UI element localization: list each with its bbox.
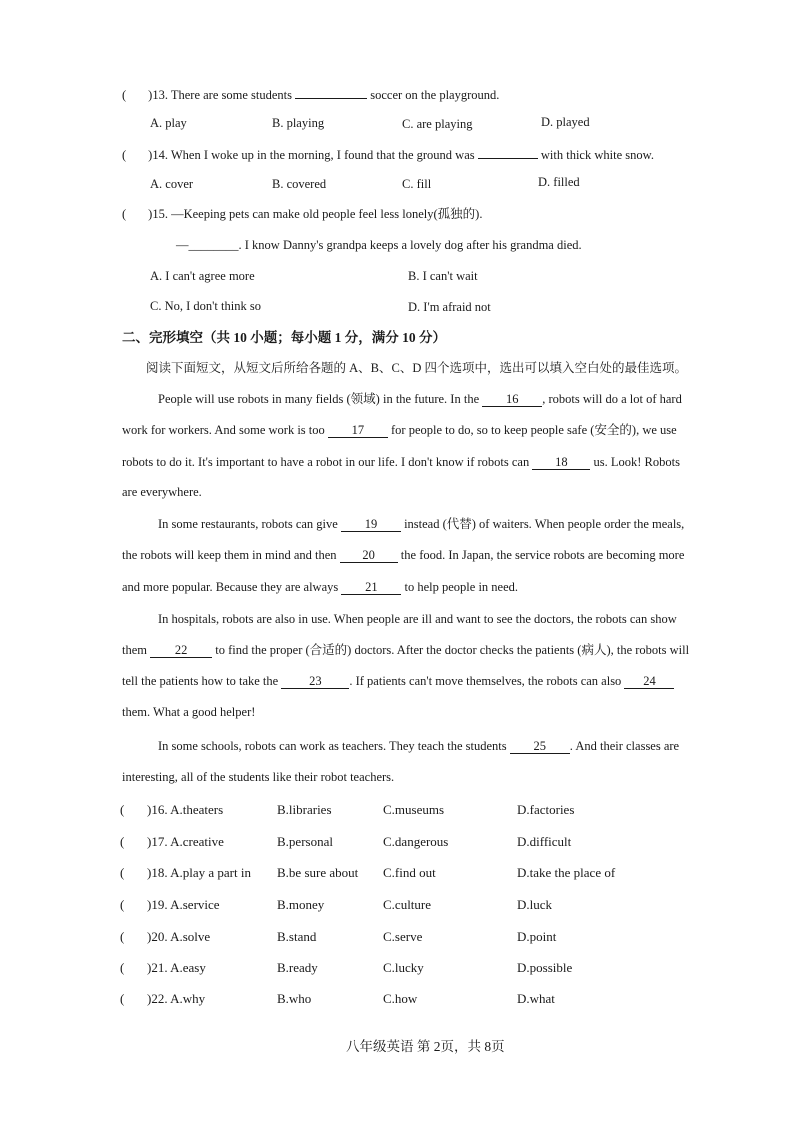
answer-blank[interactable]: [478, 147, 538, 159]
option-d: D. filled: [538, 175, 580, 189]
question-14: ( )14. When I woke up in the morning, I found that the ground was with thick white snow.: [122, 148, 654, 162]
cloze-blank[interactable]: 18: [532, 456, 590, 470]
cloze-option-b: B.libraries: [277, 802, 332, 817]
cloze-blank[interactable]: 20: [340, 549, 398, 563]
passage-line: robots to do it. It's important to have a robot in our life. I don't know if robots can 18 us. Look! Robots: [122, 455, 680, 469]
cloze-question-option-a: )17. A.creative: [147, 834, 224, 849]
option-d: D. I'm afraid not: [408, 300, 491, 314]
option-b: B. playing: [272, 116, 325, 130]
section-title: 二、完形填空（共 10 小题；每小题 1 分，满分 10 分）: [122, 330, 446, 345]
passage-line: In some restaurants, robots can give 19 instead (代替) of waiters. When people order the meals,: [158, 517, 685, 531]
cloze-option-d: D.difficult: [517, 834, 572, 849]
cloze-option-c: C.lucky: [383, 960, 424, 975]
passage-line: In some schools, robots can work as teachers. They teach the students 25 . And their classes are: [158, 739, 680, 753]
cloze-option-c: C.find out: [383, 865, 436, 880]
passage-line: and more popular. Because they are always 21 to help people in need.: [122, 580, 519, 594]
cloze-question-option-a: )22. A.why: [147, 991, 206, 1006]
option-b: B. I can't wait: [408, 269, 478, 283]
passage-line: interesting, all of the students like their robot teachers.: [122, 770, 395, 784]
option-b: B. covered: [272, 177, 327, 191]
question-13: ( )13. There are some students soccer on the playground.: [122, 88, 500, 102]
cloze-option-c: C.dangerous: [383, 834, 449, 849]
cloze-option-b: B.personal: [277, 834, 333, 849]
passage-line: them 22 to find the proper (合适的) doctors. After the doctor checks the patients (病人), the robots will: [122, 643, 690, 657]
option-a: A. I can't agree more: [150, 269, 255, 283]
cloze-question-option-a: )20. A.solve: [147, 929, 211, 944]
cloze-option-d: D.what: [517, 991, 555, 1006]
cloze-option-b: B.be sure about: [277, 865, 359, 880]
page-footer: 八年级英语 第 2页，共 8页: [346, 1039, 505, 1054]
cloze-option-b: B.who: [277, 991, 312, 1006]
option-c: C. fill: [402, 177, 432, 191]
option-c: C. are playing: [402, 117, 473, 131]
cloze-blank[interactable]: 17: [328, 424, 388, 438]
cloze-option-c: C.how: [383, 991, 418, 1006]
cloze-blank[interactable]: 23: [281, 675, 349, 689]
cloze-option-b: B.money: [277, 897, 325, 912]
cloze-blank[interactable]: 24: [624, 675, 674, 689]
cloze-option-b: B.stand: [277, 929, 317, 944]
question-15: ( )15. —Keeping pets can make old people feel less lonely(孤独的).: [122, 207, 483, 221]
answer-paren[interactable]: (: [120, 960, 125, 975]
cloze-option-d: D.possible: [517, 960, 573, 975]
answer-paren[interactable]: (: [120, 865, 125, 880]
cloze-option-c: C.culture: [383, 897, 432, 912]
option-d: D. played: [541, 115, 590, 129]
cloze-option-c: C.serve: [383, 929, 423, 944]
cloze-blank[interactable]: 19: [341, 518, 401, 532]
cloze-option-d: D.luck: [517, 897, 553, 912]
section-instruction: 阅读下面短文，从短文后所给各题的 A、B、C、D 四个选项中，选出可以填入空白处的最佳选项。: [146, 361, 687, 375]
cloze-blank[interactable]: 16: [482, 393, 542, 407]
passage-line: In hospitals, robots are also in use. When people are ill and want to see the doctors, the robots can show: [158, 612, 677, 626]
cloze-question-option-a: )16. A.theaters: [147, 802, 224, 817]
cloze-question-option-a: )18. A.play a part in: [147, 865, 251, 880]
passage-line: tell the patients how to take the 23 . If patients can't move themselves, the robots can also 24: [122, 675, 674, 689]
cloze-option-d: D.point: [517, 929, 557, 944]
answer-paren[interactable]: (: [120, 834, 125, 849]
passage-line: work for workers. And some work is too 17 for people to do, so to keep people safe (安全的), we use: [122, 423, 677, 437]
cloze-option-d: D.take the place of: [517, 865, 616, 880]
cloze-question-option-a: )21. A.easy: [147, 960, 206, 975]
answer-paren[interactable]: (: [120, 802, 125, 817]
cloze-option-b: B.ready: [277, 960, 318, 975]
answer-blank[interactable]: [295, 87, 367, 99]
answer-paren[interactable]: (: [120, 897, 125, 912]
answer-paren[interactable]: (: [120, 929, 125, 944]
cloze-blank[interactable]: 22: [150, 644, 212, 658]
option-a: A. cover: [150, 177, 194, 191]
cloze-option-d: D.factories: [517, 802, 575, 817]
cloze-option-c: C.museums: [383, 802, 445, 817]
question-15-reply: —________. I know Danny's grandpa keeps a lovely dog after his grandma died.: [176, 238, 582, 252]
answer-paren[interactable]: (: [120, 991, 125, 1006]
cloze-question-option-a: )19. A.service: [147, 897, 220, 912]
passage-line: are everywhere.: [122, 485, 202, 499]
passage-line: People will use robots in many fields (领域) in the future. In the 16 , robots will do a lot of hard: [158, 392, 682, 406]
passage-line: them. What a good helper!: [122, 705, 256, 719]
option-c: C. No, I don't think so: [150, 299, 261, 313]
cloze-blank[interactable]: 21: [341, 581, 401, 595]
cloze-blank[interactable]: 25: [510, 740, 570, 754]
passage-line: the robots will keep them in mind and then 20 the food. In Japan, the service robots are becoming more: [122, 548, 685, 562]
option-a: A. play: [150, 116, 187, 130]
